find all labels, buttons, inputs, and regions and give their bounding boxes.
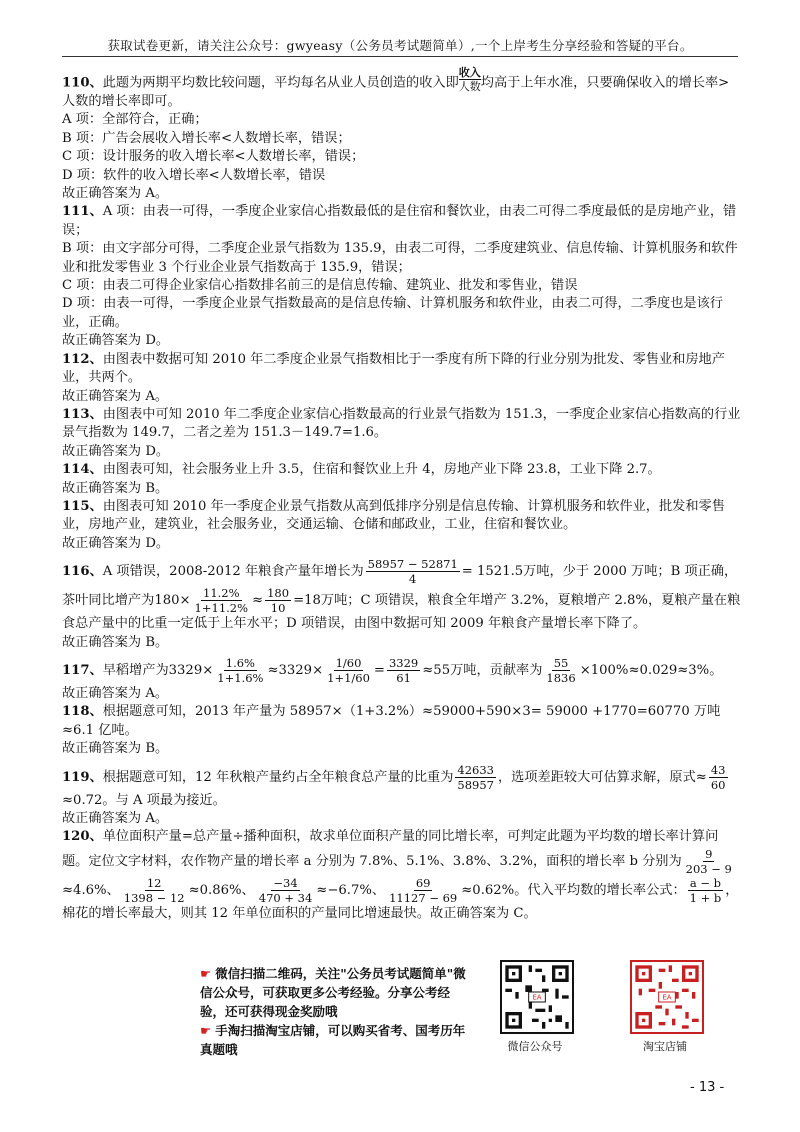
promo-line-taobao: [200, 1021, 470, 1059]
q116-fraction-2: [193, 586, 251, 615]
q120-number: 120、: [62, 829, 103, 845]
q120-text-6: ，棉花的增长率最大，则其 12 年单位面积的产量同比增速最快。故正确答案为 C。: [62, 882, 739, 921]
q116-text-5: ≈: [252, 593, 264, 609]
q117-f1-den: 1+1.6%: [217, 670, 264, 685]
hand-pointer-icon: ☛: [200, 1023, 212, 1038]
hand-pointer-icon: ☛: [200, 966, 212, 981]
q120-text-4: ≈−6.7%、: [316, 882, 386, 898]
q120-text-3: ≈0.86%、: [188, 882, 255, 898]
page-number: - 13 -: [690, 1080, 725, 1095]
q116-fraction-3: [265, 586, 291, 615]
q120-fraction-2: [122, 876, 187, 905]
q115-text: 由图表可知 2010 年一季度企业景气指数从高到低排序分别是信息传输、计算机服务和软件业，批发和零售业，房地产业，建筑业，社会服务业，交通运输、仓储和邮政业，工业，住宿和餐饮业。: [62, 498, 725, 533]
q110-text-1: 此题为两期平均数比较问题，平均每名从业人员创造的收入即: [102, 75, 459, 91]
q112-text: 由图表中数据可知 2010 年二季度企业景气指数相比于一季度有所下降的行业分别为批发、零售业和房地产业，共两个。: [62, 351, 725, 386]
q117-number: 117、: [62, 662, 103, 678]
q116-fraction-1: [366, 557, 460, 586]
q120-f3-num: −34: [273, 875, 298, 890]
q117-text-2: 3329×: [168, 662, 214, 678]
q117-text-4: =: [373, 662, 385, 678]
q117-f1-num: 1.6%: [225, 655, 255, 670]
q119-f2-num: 43: [710, 762, 726, 777]
q119-f2-den: 60: [710, 777, 726, 792]
q116-text-3: 万吨，少于 2000 万吨；B 项正确，茶叶同比增产为: [62, 564, 738, 609]
q119-text-1: 根据题意可知，12 年秋粮产量约占全年粮食总产量的比重为: [102, 769, 454, 785]
q114-number: 114、: [62, 462, 103, 478]
q116-f1-den: 4: [409, 572, 417, 587]
promo-line-1: 微信扫描二维码，关注"公务员考试题简单"微信公众号，可获取更多公考经验。分享公考经验，还可获得现金奖励哦: [200, 966, 466, 1019]
q116-text-7: ；C 项错误，粮食全年增产 3.2%，夏粮增产 2.8%，夏粮产量在粮食总产量中的比重一定低于上年水平；D 项错误，由图中数据可知 2009 年粮食产量增长率下降了。: [62, 593, 741, 632]
q117-text-7: ×100%≈0.029≈3%。: [579, 662, 723, 678]
promo-text: [200, 964, 470, 1059]
q119-number: 119、: [62, 769, 103, 785]
document-body: [62, 66, 742, 923]
q120-text-1: 单位面积产量=总产量÷播种面积，故求单位面积产量的同比增长率，可判定此题为平均数的增长率计算问题。定位文字材料，农作物产量的增长率 a 分别为 7.8%、5.1%、3.8%、3.2%，面积的增长率 b 分别为: [62, 829, 719, 869]
wechat-qr-code[interactable]: [500, 960, 574, 1034]
q118-text: 根据题意可知，2013 年产量为 58957×（1+3.2%）≈59000+590×3= 59000 +1770=60770 万吨≈6.1 亿吨。: [62, 704, 721, 738]
q115-answer: 故正确答案为 D。: [62, 535, 170, 551]
q117-answer: 故正确答案为 A。: [62, 685, 169, 701]
q117-f3-num: 3329: [388, 655, 419, 670]
q111-option-c: C 项：由表二可得企业家信心指数排名前三的是信息传输、建筑业、批发和零售业，错误: [62, 278, 578, 294]
q119-fraction-1: [455, 763, 496, 792]
q113-number: 113、: [62, 406, 103, 422]
q117-fraction-3: [387, 656, 420, 685]
q119-f1-num: 42633: [457, 762, 494, 777]
q110-option-a: A 项：全部符合，正确；: [62, 112, 208, 128]
q119-fraction-2: [709, 763, 728, 792]
q114-stem: [62, 461, 742, 479]
q120-f4-den: 11127 − 69: [389, 890, 458, 905]
q116-text-1: A 项错误，2008-2012 年粮食产量年增长为: [102, 564, 364, 580]
q120-f5-num: a − b: [689, 875, 722, 890]
q117-text-6: ，贡献率为: [476, 662, 543, 678]
q120-f5-den: 1 + b: [689, 890, 722, 905]
header-divider: [62, 56, 738, 57]
q116-number: 116、: [62, 564, 103, 580]
q115-stem: [62, 498, 742, 535]
q117-f2-num: 1/60: [335, 655, 362, 670]
q116-text-6: =18万吨: [293, 593, 348, 609]
q120-f2-num: 12: [146, 875, 162, 890]
q111-option-d: D 项：由表一可得，一季度企业景气指数最高的是信息传输、计算机服务和软件业，由表二可得，二季度也是该行业，正确。: [62, 296, 723, 330]
q110-option-d: D 项：软件的收入增长率<人数增长率，错误: [62, 167, 326, 183]
q119-f1-den: 58957: [457, 777, 494, 792]
q112-number: 112、: [62, 351, 103, 367]
q118-stem: [62, 703, 742, 740]
q116-f1-num: 58957 − 52871: [367, 557, 458, 572]
q117-f4-num: 55: [553, 655, 569, 670]
q119-text-2: ，选项差距较大可估算求解，原式: [497, 769, 696, 785]
q117-fraction-2: [325, 656, 372, 685]
q113-text: 由图表中可知 2010 年二季度企业家信心指数最高的行业景气指数为 151.3，一季度企业家信心指数高的行业景气指数为 149.7，二者之差为 151.3－149.7=1.6。: [62, 406, 741, 441]
q120-f1-num: 9: [705, 846, 713, 861]
q120-stem: [62, 828, 742, 923]
q118-number: 118、: [62, 704, 103, 720]
q119-text-4: ≈0.72。与 A 项最为接近。: [62, 792, 226, 808]
q113-answer: 故正确答案为 D。: [62, 443, 170, 459]
q112-answer: 故正确答案为 A。: [62, 388, 169, 404]
q116-f3-den: 10: [270, 601, 286, 616]
q111-answer: 故正确答案为 D。: [62, 333, 170, 349]
q117-fraction-4: [544, 656, 577, 685]
page-header: 获取试卷更新，请关注公众号：gwyeasy（公务员考试题简单）,一个上岸考生分享经验和答疑的平台。: [107, 38, 693, 53]
q117-text-3: ≈3329×: [267, 662, 324, 678]
q115-number: 115、: [62, 498, 103, 514]
q116-f2-den: 1+11.2%: [194, 601, 249, 616]
q113-stem: [62, 406, 742, 443]
q110-frac-bot: 人数: [458, 80, 481, 93]
q116-answer: 故正确答案为 B。: [62, 634, 169, 650]
q119-stem: [62, 763, 742, 810]
promo-line-wechat: [200, 964, 470, 1021]
q120-f4-num: 69: [415, 875, 431, 890]
q116-text-2: = 1521.5: [461, 564, 524, 580]
q118-answer: 故正确答案为 B。: [62, 741, 169, 757]
q120-text-5: ≈0.62%。代入平均数的增长率公式：: [461, 882, 686, 898]
q117-text-5: ≈55万吨: [422, 662, 477, 678]
q116-f3-num: 180: [267, 586, 290, 601]
taobao-qr-caption: 淘宝店铺: [643, 1040, 687, 1053]
q116-stem: [62, 557, 742, 633]
q120-fraction-5: [688, 876, 724, 905]
promo-block: [200, 956, 760, 1066]
q110-fraction: [459, 66, 481, 93]
q110-option-b: B 项：广告会展收入增长率<人数增长率，错误；: [62, 130, 351, 146]
q117-f3-den: 61: [396, 670, 411, 685]
q120-fraction-3: [257, 876, 315, 905]
q110-text-2: 均高于上年水准，只要确保收入的增长率>人数的增长率即可。: [62, 75, 730, 109]
q117-stem: [62, 656, 742, 685]
q110-frac-top: 收入: [458, 66, 481, 79]
q119-answer: 故正确答案为 A。: [62, 811, 169, 826]
q111-a-text: A 项：由表一可得，一季度企业家信心指数最低的是住宿和餐饮业，由表二可得二季度最低的是房地产业，错误；: [62, 204, 737, 238]
taobao-qr-code[interactable]: [630, 960, 704, 1034]
q117-f2-den: 1+1/60: [327, 670, 370, 685]
q117-fraction-1: [215, 656, 265, 685]
q111-option-b: B 项：由文字部分可得，二季度企业景气指数为 135.9，由表二可得，二季度建筑业、信息传输、计算机服务和软件业和批发零售业 3 个行业企业景气指数高于 135.9，错误；: [62, 241, 738, 275]
q120-text-2: ≈4.6%、: [62, 882, 120, 898]
q120-f2-den: 1398 − 12: [123, 890, 185, 905]
q110-option-c: C 项：设计服务的收入增长率<人数增长率，错误；: [62, 149, 365, 165]
qr-center-label: EA: [532, 993, 542, 1002]
q116-text-4: 180×: [154, 593, 191, 609]
q120-f1-den: 203 − 9: [685, 861, 732, 876]
q111-option-a: [62, 203, 742, 240]
q117-f4-den: 1836: [546, 670, 576, 685]
wechat-qr-caption: 微信公众号: [507, 1040, 563, 1053]
q111-number: 111、: [62, 204, 103, 220]
q114-answer: 故正确答案为 B。: [62, 480, 169, 496]
q120-fraction-1: [684, 847, 734, 876]
promo-line-2: 手淘扫描淘宝店铺，可以购买省考、国考历年真题哦: [200, 1023, 466, 1057]
q110-number: 110、: [62, 75, 103, 91]
q120-f3-den: 470 + 34: [258, 890, 313, 905]
qr-center-label: EA: [662, 993, 672, 1002]
q110-stem: [62, 66, 742, 111]
q110-answer: 故正确答案为 A。: [62, 186, 169, 202]
q116-f2-num: 11.2%: [203, 586, 240, 601]
q114-text: 由图表可知，社会服务业上升 3.5，住宿和餐饮业上升 4，房地产业下降 23.8，工业下降 2.7。: [102, 462, 661, 478]
q119-text-3: ≈: [695, 769, 707, 785]
q117-text-1: 早稻增产为: [102, 662, 169, 678]
q120-fraction-4: [387, 876, 459, 905]
q112-stem: [62, 351, 742, 388]
